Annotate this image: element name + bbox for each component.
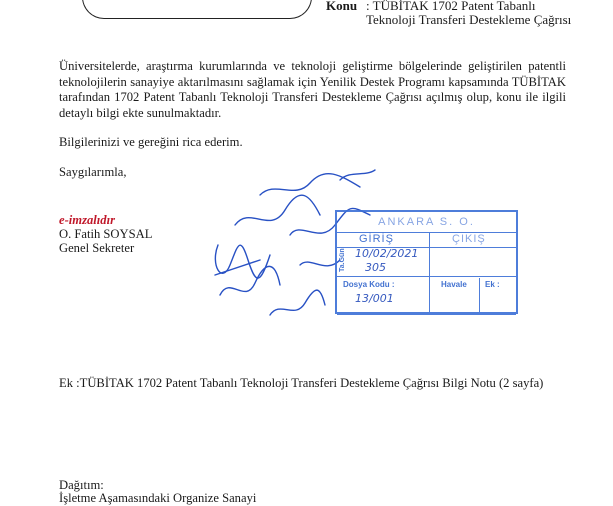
- closing-line: Saygılarımla,: [59, 164, 127, 179]
- stamp-date-value: 10/02/2021: [355, 247, 419, 260]
- subject-line-1: : TÜBİTAK 1702 Patent Tabanlı: [366, 0, 536, 13]
- signatory-name: O. Fatih SOYSAL: [59, 227, 153, 241]
- stamp-file-value: 13/001: [355, 292, 394, 305]
- stamp-file-row: [337, 278, 516, 315]
- stamp-date-row: [337, 248, 516, 277]
- stamp-giris-label: GİRİŞ: [359, 233, 394, 245]
- stamp-havale-label: Havale: [441, 280, 467, 289]
- stamp-cikis-label: ÇIKIŞ: [452, 233, 486, 245]
- e-signature-note: e-imzalıdır: [59, 213, 115, 227]
- request-line: Bilgilerinizi ve gereğini rica ederim.: [59, 135, 243, 149]
- registry-stamp: [335, 210, 518, 314]
- attachment-note: Ek :TÜBİTAK 1702 Patent Tabanlı Teknoloji Transferi Destekleme Çağrısı Bilgi Notu (2 sayfa): [59, 376, 544, 390]
- stamp-header: ANKARA S. O.: [337, 212, 516, 233]
- distribution-first: İşletme Aşamasındaki Organize Sanayi: [59, 491, 257, 505]
- signatory-title: Genel Sekreter: [59, 241, 135, 255]
- stamp-number-value: 305: [365, 261, 386, 274]
- stamp-file-label: Dosya Kodu :: [343, 280, 395, 289]
- stamp-ek-label: Ek :: [485, 280, 500, 289]
- stamp-date-label: Ta.Gün: [339, 248, 346, 272]
- subject-line-2: Teknoloji Transferi Destekleme Çağrısı: [366, 12, 572, 27]
- distribution-label: Dağıtım:: [59, 478, 104, 492]
- stamp-entry-row: [337, 233, 516, 248]
- subject-label: Konu: [326, 0, 358, 13]
- letter-body: [59, 59, 566, 180]
- header-frame: [82, 0, 312, 19]
- body-paragraph: Üniversitelerde, araştırma kurumlarında ve teknoloji geliştirme bölgelerinde geliştirilen patentli teknolojilerin sanayiye aktarılmasını sağlamak için Yenilik Destek Programı kapsamında TÜBİTAK tarafından 1702 Patent Tabanlı Teknoloji Transferi Destekleme Çağrısı açılmış olup, konu ile ilgili detaylı bilgi ekte sunulmaktadır.: [59, 59, 566, 120]
